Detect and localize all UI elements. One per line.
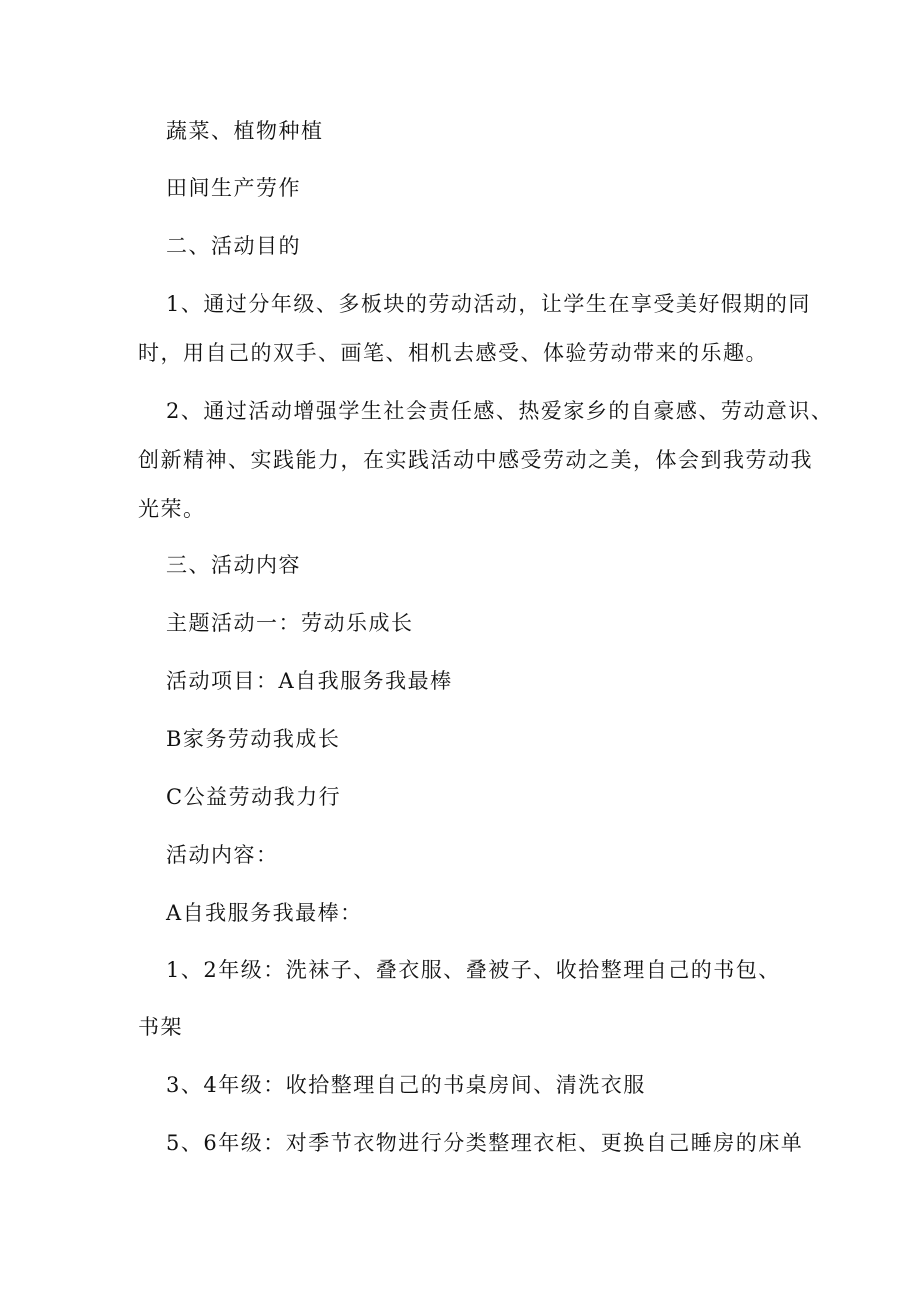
section-heading-purpose: 二、活动目的 xyxy=(166,234,301,258)
paragraph-purpose-2-line-1: 2、通过活动增强学生社会责任感、热爱家乡的自豪感、劳动意识、 xyxy=(166,399,834,423)
paragraph-purpose-2-line-3: 光荣。 xyxy=(138,497,206,521)
theme-activity-title: 主题活动一：劳动乐成长 xyxy=(166,611,414,635)
section-heading-content: 三、活动内容 xyxy=(166,553,301,577)
paragraph-purpose-1-line-2: 时，用自己的双手、画笔、相机去感受、体验劳动带来的乐趣。 xyxy=(138,341,768,365)
grade-1-2-line-1: 1、2年级：洗袜子、叠衣服、叠被子、收拾整理自己的书包、 xyxy=(166,958,781,982)
subheading-self-service: A自我服务我最棒： xyxy=(166,901,363,925)
paragraph-purpose-2-line-2: 创新精神、实践能力，在实践活动中感受劳动之美，体会到我劳动我 xyxy=(138,448,813,472)
grade-3-4-line: 3、4年级：收拾整理自己的书桌房间、清洗衣服 xyxy=(166,1073,646,1097)
grade-1-2-line-2: 书架 xyxy=(138,1015,183,1039)
activity-content-label: 活动内容： xyxy=(166,843,279,867)
text-line-vegetable-planting: 蔬菜、植物种植 xyxy=(166,119,324,143)
activity-item-c: C公益劳动我力行 xyxy=(166,785,342,809)
activity-item-b: B家务劳动我成长 xyxy=(166,727,341,751)
grade-5-6-line: 5、6年级：对季节衣物进行分类整理衣柜、更换自己睡房的床单 xyxy=(166,1131,804,1155)
paragraph-purpose-1-line-1: 1、通过分年级、多板块的劳动活动，让学生在享受美好假期的同 xyxy=(166,292,811,316)
activity-item-a: 活动项目：A自我服务我最棒 xyxy=(166,669,453,693)
text-line-field-labor: 田间生产劳作 xyxy=(166,176,301,200)
